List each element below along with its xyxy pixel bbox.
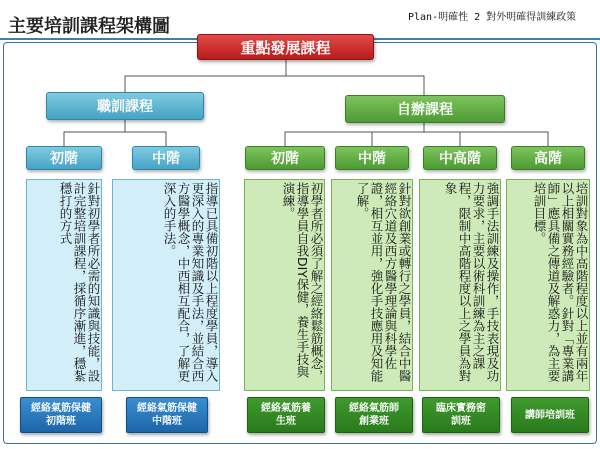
description-text: 指導已具備初階以上程度學員，導入更深入的專業知識及手法，並結合西方醫學概念，中西相互配合，了解更深入的手法。 <box>162 182 219 382</box>
class-vocational-intermediate: 經絡氣筋保健 中階班 <box>126 397 208 433</box>
description-independent-beginner <box>244 179 325 391</box>
description-vocational-intermediate <box>112 179 220 391</box>
description-text: 強調手法訓練及操作，手技表現及功力要求，主要以術科訓練為主之課程，限制中高階程度以上之學員為對象 <box>443 182 500 382</box>
level-independent-beginner: 初階 <box>245 146 325 170</box>
level-independent-advanced: 高階 <box>511 146 585 170</box>
class-vocational-beginner: 經絡氣筋保健 初階班 <box>20 397 102 433</box>
plan-note: Plan-明確性 2 對外明確得訓練政策 <box>408 12 577 23</box>
description-text: 培訓對象為中高階程度以上並有兩年以上相關實務經驗者。針對「專業講師」應具備之傳道及解惑力，為主要培訓目標。 <box>532 182 589 382</box>
level-vocational-intermediate: 中階 <box>132 146 200 170</box>
connector-vocational-to-levels <box>64 120 125 146</box>
connector-independent-to-mid <box>424 132 548 146</box>
level-independent-intermediate: 中階 <box>335 146 409 170</box>
description-text: 針對初學者所必需的知識與技能，設計完整培訓課程，採循序漸進，穩紮穩打的方式 <box>58 182 101 382</box>
connector-root-to-independent <box>286 76 424 95</box>
page-title: 主要培訓課程架構圖 <box>8 16 170 37</box>
description-independent-mid-high <box>419 179 501 391</box>
class-independent-advanced: 講師培訓班 <box>511 397 589 433</box>
root-node: 重點發展課程 <box>197 34 374 60</box>
connector-vocational-to-mid <box>125 132 166 146</box>
branch-vocational: 職訓課程 <box>46 92 204 120</box>
description-independent-advanced <box>506 179 590 391</box>
connector-independent-to-levels <box>285 123 424 146</box>
class-independent-mid-high: 臨床實務密 訓班 <box>422 397 500 433</box>
level-vocational-beginner: 初階 <box>26 146 102 170</box>
level-independent-mid-high: 中高階 <box>423 146 497 170</box>
branch-independent: 自辦課程 <box>345 95 505 123</box>
class-independent-beginner: 經絡氣筋養 生班 <box>247 397 325 433</box>
connector-root-to-vocational <box>125 60 286 92</box>
class-independent-intermediate: 經絡氣筋師 創業班 <box>335 397 413 433</box>
description-text: 初學者所必須了解之經絡鬆筋概念，指導學員自我DIY保健，養生手技與演練。 <box>281 182 324 382</box>
description-text: 針對欲創業或轉行之學員，結合中醫經絡穴道及西方醫學理論與科學佐證，相互並用，強化手技應用及知能了解。 <box>355 182 412 382</box>
description-independent-intermediate <box>331 179 413 391</box>
description-vocational-beginner <box>26 179 102 391</box>
